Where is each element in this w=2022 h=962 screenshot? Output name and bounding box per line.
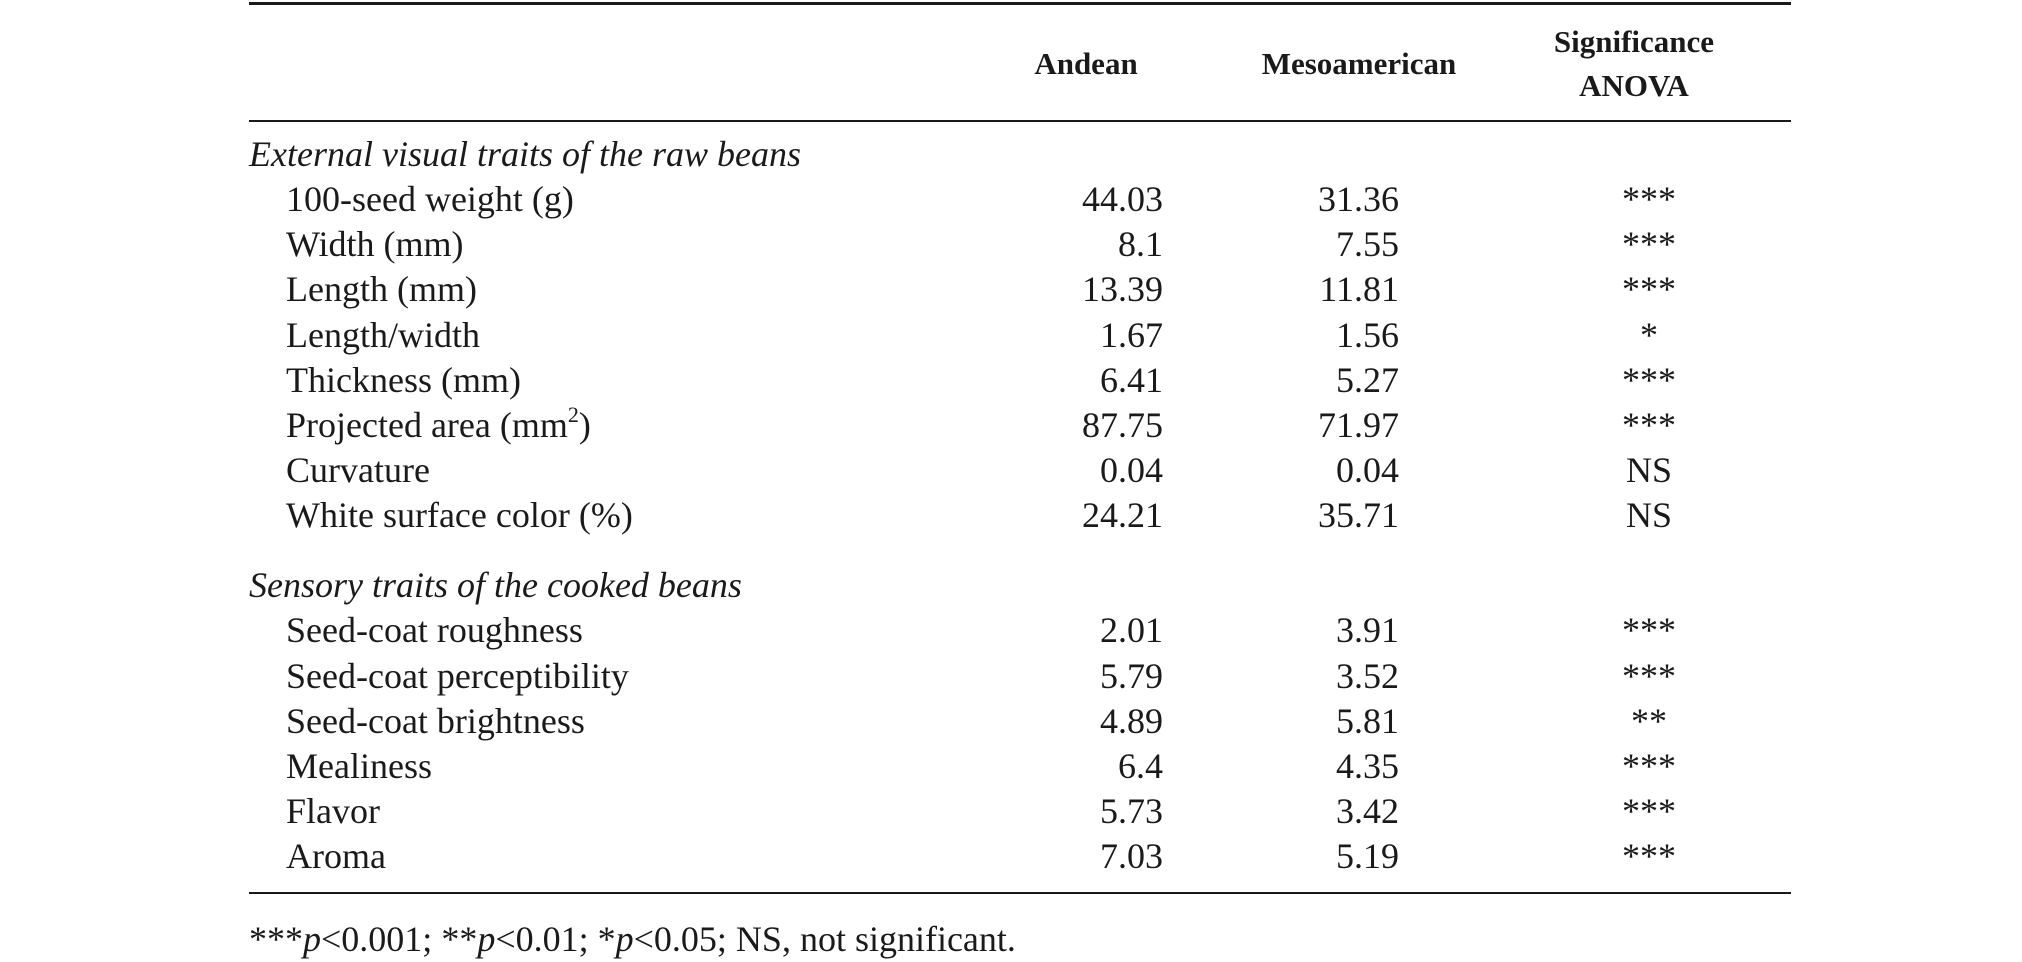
- significance-value: ***: [1622, 836, 1676, 876]
- mesoamerican-value: 5.81: [1336, 701, 1399, 741]
- table-bottom-rule: [249, 892, 1791, 894]
- significance-value: ***: [1622, 360, 1676, 400]
- section-title-sensory: Sensory traits of the cooked beans: [249, 565, 742, 605]
- mesoamerican-value: 5.19: [1336, 836, 1399, 876]
- mesoamerican-value: 3.42: [1336, 791, 1399, 831]
- mesoamerican-value: 71.97: [1318, 405, 1399, 445]
- column-header-significance-line1: Significance: [1553, 24, 1715, 59]
- andean-value: 8.1: [1118, 224, 1163, 264]
- column-header-andean: Andean: [1034, 46, 1138, 81]
- footnote-p1-p: p: [303, 919, 321, 959]
- row-label: Width (mm): [286, 224, 464, 264]
- footnote-p3-stars: *: [597, 919, 616, 959]
- andean-value: 7.03: [1100, 836, 1163, 876]
- row-label: Aroma: [286, 836, 386, 876]
- row-label-superscript: 2: [567, 402, 579, 427]
- mesoamerican-value: 5.27: [1336, 360, 1399, 400]
- row-label: Seed-coat roughness: [286, 610, 583, 650]
- row-label: Curvature: [286, 450, 430, 490]
- andean-value: 4.89: [1100, 701, 1163, 741]
- significance-value: ***: [1622, 179, 1676, 219]
- row-label-main: Projected area (mm: [286, 405, 568, 445]
- footnote-p2-stars: **: [441, 919, 478, 959]
- significance-value: ***: [1622, 656, 1676, 696]
- andean-value: 44.03: [1082, 179, 1163, 219]
- table-row: [249, 788, 1791, 834]
- table-row: [249, 743, 1791, 789]
- column-header-significance: [1509, 20, 1759, 108]
- row-label: Mealiness: [286, 746, 432, 786]
- andean-value: 13.39: [1082, 269, 1163, 309]
- table-row: [249, 447, 1791, 493]
- andean-value: 6.41: [1100, 360, 1163, 400]
- mesoamerican-value: 35.71: [1318, 495, 1399, 535]
- section-title-external: External visual traits of the raw beans: [249, 134, 801, 174]
- row-label: Length/width: [286, 315, 480, 355]
- footnote-p1-rest: <0.001;: [321, 919, 442, 959]
- table-row: [249, 698, 1791, 744]
- table-row: [249, 402, 1791, 448]
- significance-value: NS: [1625, 450, 1673, 490]
- table-row: [249, 653, 1791, 699]
- table-top-rule: [249, 2, 1791, 5]
- row-label: 100-seed weight (g): [286, 179, 574, 219]
- table-row: [249, 357, 1791, 403]
- column-header-significance-line2: ANOVA: [1579, 68, 1689, 103]
- table-row: [249, 266, 1791, 312]
- row-label-end: ): [578, 405, 591, 445]
- row-label: Thickness (mm): [286, 360, 521, 400]
- significance-value: ***: [1622, 791, 1676, 831]
- mesoamerican-value: 4.35: [1336, 746, 1399, 786]
- andean-value: 87.75: [1082, 405, 1163, 445]
- andean-value: 5.79: [1100, 656, 1163, 696]
- table-row: [249, 607, 1791, 653]
- andean-value: 5.73: [1100, 791, 1163, 831]
- significance-value: ***: [1622, 610, 1676, 650]
- row-label: Seed-coat brightness: [286, 701, 585, 741]
- mesoamerican-value: 7.55: [1336, 224, 1399, 264]
- mesoamerican-value: 3.91: [1336, 610, 1399, 650]
- row-label: White surface color (%): [286, 495, 633, 535]
- significance-value: *: [1640, 315, 1658, 355]
- footnote-p1-stars: ***: [249, 919, 303, 959]
- table-row: [249, 176, 1791, 222]
- footnote-p3-rest: <0.05; NS, not significant.: [633, 919, 1016, 959]
- mesoamerican-value: 3.52: [1336, 656, 1399, 696]
- significance-value: **: [1631, 701, 1667, 741]
- table-footnote: [249, 916, 1016, 962]
- row-label: Flavor: [286, 791, 380, 831]
- row-label: Length (mm): [286, 269, 477, 309]
- table-row: [249, 833, 1791, 879]
- significance-value: ***: [1622, 405, 1676, 445]
- table-row: [249, 492, 1791, 538]
- row-label: [286, 402, 591, 448]
- footnote-p2-p: p: [477, 919, 496, 959]
- bean-traits-table: [249, 0, 1791, 959]
- andean-value: 0.04: [1100, 450, 1163, 490]
- table-row: [249, 312, 1791, 358]
- significance-value: ***: [1622, 746, 1676, 786]
- header-rule: [249, 120, 1791, 122]
- row-label: Seed-coat perceptibility: [286, 656, 629, 696]
- footnote-p2-rest: <0.01;: [495, 919, 598, 959]
- mesoamerican-value: 31.36: [1318, 179, 1399, 219]
- significance-value: NS: [1625, 495, 1673, 535]
- significance-value: ***: [1622, 224, 1676, 264]
- mesoamerican-value: 0.04: [1336, 450, 1399, 490]
- significance-value: ***: [1622, 269, 1676, 309]
- footnote-p3-p: p: [615, 919, 634, 959]
- andean-value: 1.67: [1100, 315, 1163, 355]
- andean-value: 24.21: [1082, 495, 1163, 535]
- mesoamerican-value: 1.56: [1336, 315, 1399, 355]
- mesoamerican-value: 11.81: [1319, 269, 1399, 309]
- table-row: [249, 221, 1791, 267]
- column-header-mesoamerican: Mesoamerican: [1261, 46, 1457, 81]
- andean-value: 6.4: [1118, 746, 1163, 786]
- andean-value: 2.01: [1100, 610, 1163, 650]
